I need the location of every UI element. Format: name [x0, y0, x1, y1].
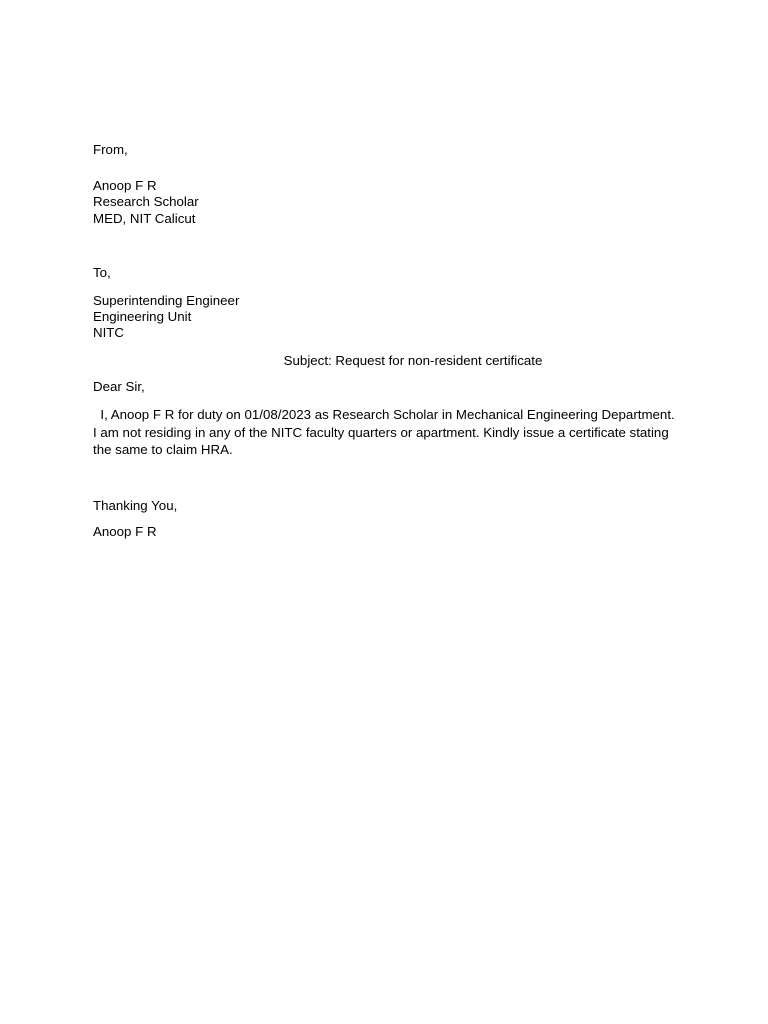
recipient-title: Superintending Engineer	[93, 293, 240, 308]
letter-body	[93, 406, 673, 459]
body-line-2: I am not residing in any of the NITC faculty quarters or apartment. Kindly issue a certificate stating	[93, 424, 669, 440]
sender-name: Anoop F R	[93, 178, 157, 193]
salutation: Dear Sir,	[93, 379, 145, 394]
signature-name: Anoop F R	[93, 524, 157, 539]
from-label: From,	[93, 142, 128, 157]
body-line-1: I, Anoop F R for duty on 01/08/2023 as Research Scholar in Mechanical Engineering Department.	[93, 407, 675, 422]
sender-designation: Research Scholar	[93, 194, 199, 209]
recipient-institution: NITC	[93, 325, 125, 340]
body-line-3: the same to claim HRA.	[93, 442, 233, 457]
recipient-unit: Engineering Unit	[93, 309, 192, 324]
closing: Thanking You,	[93, 498, 178, 513]
sender-affiliation: MED, NIT Calicut	[93, 211, 196, 226]
subject-line: Subject: Request for non-resident certificate	[283, 353, 543, 368]
to-label: To,	[93, 265, 111, 280]
